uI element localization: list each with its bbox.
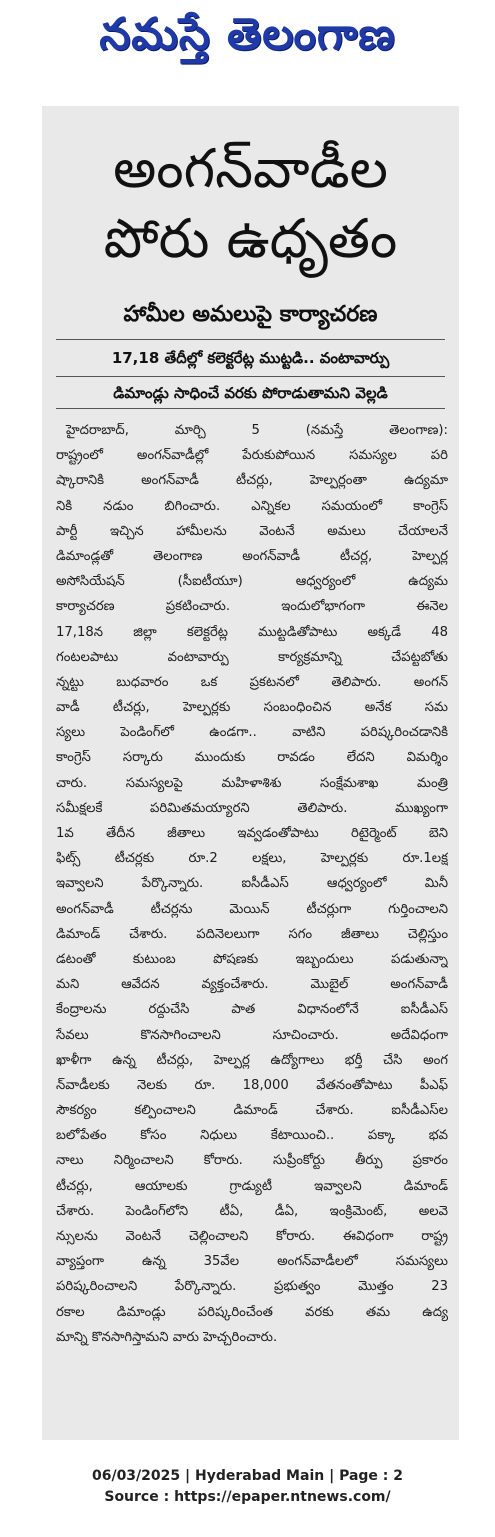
body-line: స్యలు పెండింగ్‌లో ఉండగా.. వాటిని పరిష్కరించడానికి (56, 725, 448, 741)
body-line: బలోపేతం కోసం నిధులు కేటాయించి.. పక్కా భవ (56, 1128, 448, 1144)
body-line: చేశారు. పెండింగ్‌లోని టీఏ, డీఏ, ఇంక్రిమెంట్, అలవె (56, 1203, 448, 1219)
body-line: గంటలపాటు వంటావార్పు కార్యక్రమాన్ని చేపట్టబోతు (56, 649, 448, 665)
body-line: కార్యాచరణ ప్రకటించారు. ఇందులోభాగంగా ఈనెల (56, 599, 448, 615)
body-line: న్సులను వెంటనే చెల్లించాలని కోరారు. ఈవిధంగా రాష్ట్ర (56, 1229, 448, 1244)
body-line: రాష్ట్రంలో అంగన్‌వాడీల్లో పేరుకుపోయిన సమస్యల పరి (56, 448, 448, 464)
body-line: ఫిట్స్ టీచర్లకు రూ.2 లక్షలు, హెల్పర్లకు రూ.1లక్ష (56, 851, 448, 867)
divider (56, 408, 445, 409)
body-line: కేంద్రాలను రద్దుచేసి పాత విధానంలోనే ఐసీడీఎస్ (56, 1002, 448, 1018)
body-line: పార్టీ ఇచ్చిన హామీలను వెంటనే అమలు చేయాలనే (56, 523, 448, 539)
page-footer (0, 1466, 495, 1508)
body-line: మాన్ని కొనసాగిస్తామని వారు హెచ్చరించారు. (56, 1329, 278, 1345)
footer-date-edition: 06/03/2025 | Hyderabad Main | Page : 2 (91, 1468, 404, 1484)
divider (56, 339, 445, 340)
article-body (56, 418, 448, 1350)
headline-line-2: పోరు ఉధృతం (103, 207, 398, 270)
divider (56, 376, 445, 377)
body-line: కాంగ్రెస్ సర్కారు ముందుకు రావడం లేదని విమర్శిం (56, 750, 448, 766)
body-line: అంగన్‌వాడీ టీచర్లను మెయిన్ టీచర్లుగా గుర్తించాలని (56, 901, 448, 917)
body-line: ఖాళీగా ఉన్న టీచర్లు, హెల్పర్ల ఉద్యోగాలు భర్తీ చేసి అంగ (56, 1052, 448, 1068)
body-line: అసోసియేషన్ (సీఐటీయూ) ఆధ్వర్యంలో ఉద్యమ (56, 574, 448, 590)
headline-line-1: అంగన్‌వాడీల (113, 137, 388, 200)
body-line: ఇవ్వాలని పేర్కొన్నారు. ఐసీడీఎస్ ఆధ్వర్యంలో మినీ (56, 876, 448, 892)
article-kicker: 17,18 తేదీల్లో కలెక్టరేట్ల ముట్టడి.. వంటావార్పు (111, 349, 390, 367)
body-line: న్‌వాడీలకు నెలకు రూ. 18,000 వేతనంతోపాటు పీఎఫ్ (56, 1077, 448, 1093)
body-line: 17,18న జిల్లా కలెక్టరేట్ల ముట్టడితోపాటు అక్కడే 48 (56, 624, 448, 640)
body-line: నాలు నిర్మించాలని కోరారు. సుప్రీంకోర్టు తీర్పు ప్రకారం (56, 1153, 448, 1169)
body-line: వ్యాప్తంగా ఉన్న 35వేల అంగన్‌వాడీలలో సమస్యలు (56, 1254, 448, 1270)
body-line: డిమాండ్లతో తెలంగాణ అంగన్‌వాడీ టీచర్ల, హెల్పర్ల (56, 548, 448, 564)
body-line: 1వ తేదీన జీతాలు ఇవ్వడంతోపాటు రిటైర్మెంట్ బెని (56, 826, 448, 841)
masthead (0, 0, 495, 80)
article-headline (42, 134, 459, 274)
body-line: రకాల డిమాండ్లు పరిష్కరించేంత వరకు తమ ఉద్య (56, 1304, 448, 1320)
article-subhead: హామీల అమలుపై కార్యాచరణ (123, 302, 378, 327)
body-line: టీచర్లు, ఆయాలకు గ్రాడ్యుటీ ఇవ్వాలని డిమాండ్ (56, 1178, 448, 1194)
body-line: చారు. సమస్యలపై మహిళాశిశు సంక్షేమశాఖ మంత్రి (56, 775, 448, 791)
body-line: ష్కారానికి అంగన్‌వాడీ టీచర్లు, హెల్పర్లంతా ఉద్యమా (56, 473, 448, 489)
body-line: మని ఆవేదన వ్యక్తంచేశారు. మొబైల్ అంగన్‌వాడీ (56, 977, 448, 993)
body-line: డిమాండ్ చేశారు. పదినెలలుగా సగం జీతాలు చెల్లిస్తుం (56, 926, 448, 942)
body-line: సేవలు కొనసాగించాలని సూచించారు. అదేవిధంగా (56, 1027, 448, 1043)
body-line: నికి నడుం బిగించారు. ఎన్నికల సమయంలో కాంగ్రెస్ (56, 498, 448, 514)
newspaper-logo: నమస్తే తెలంగాణ (99, 9, 396, 60)
news-article (42, 106, 459, 1440)
body-line: డటంతో కుటుంబ పోషణకు ఇబ్బందులు పడుతున్నా (56, 951, 448, 967)
body-line: పరిష్కరించాలని పేర్కొన్నారు. ప్రభుత్వం మొత్తం 23 (56, 1279, 448, 1295)
article-deck: డిమాండ్లు సాధించే వరకు పోరాడుతామని వెల్లడి (113, 384, 388, 402)
body-line: హైదరాబాద్, మార్చి 5 (నమస్తే తెలంగాణ): (66, 423, 448, 438)
footer-source: Source : https://epaper.ntnews.com/ (104, 1489, 391, 1505)
body-line: సౌకర్యం కల్పించాలని డిమాండ్ చేశారు. ఐసీడీఎస్‌ల (56, 1103, 448, 1119)
body-line: వాడీ టీచర్లు, హెల్పర్లకు సంబంధించిన అనేక సమ (56, 700, 448, 716)
body-line: సమీక్షలకే పరిమితమయ్యారని తెలిపారు. ముఖ్యంగా (56, 800, 448, 816)
body-line: న్నట్టు బుధవారం ఒక ప్రకటనలో తెలిపారు. అంగన్ (56, 674, 448, 690)
